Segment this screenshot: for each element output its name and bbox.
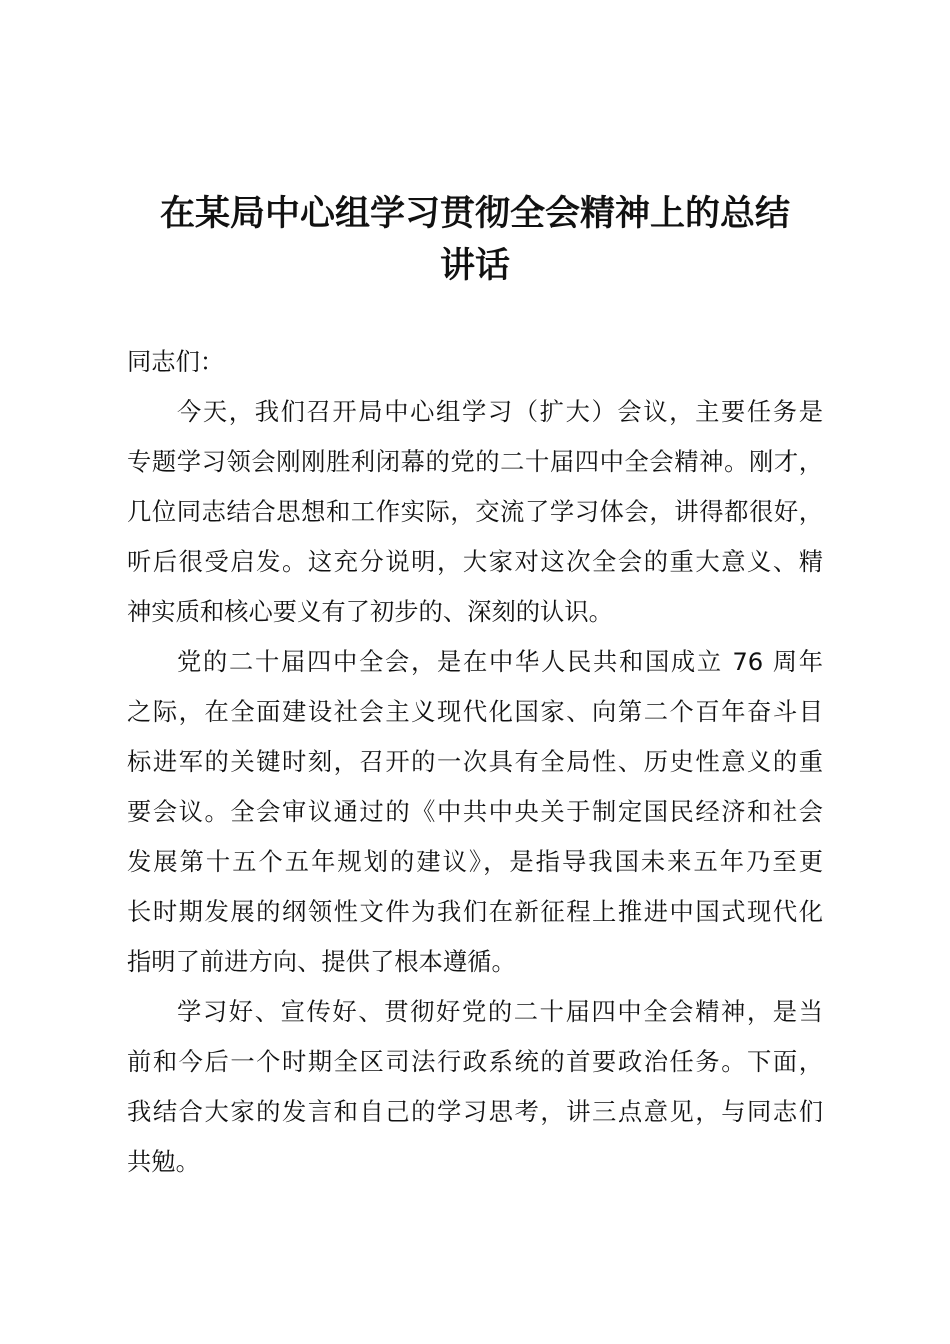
text-line: 之际，在全面建设社会主义现代化国家、向第二个百年奋斗目 — [127, 697, 823, 726]
text-line: 共勉。 — [127, 1147, 200, 1176]
paragraph-2 — [127, 637, 823, 987]
text-line: 指明了前进方向、提供了根本遵循。 — [127, 947, 516, 976]
text-line: 党的二十届四中全会，是在中华人民共和国成立 76 周年 — [177, 647, 823, 676]
text-line: 我结合大家的发言和自己的学习思考，讲三点意见，与同志们 — [127, 1097, 823, 1126]
text-line: 今天，我们召开局中心组学习（扩大）会议，主要任务是 — [177, 397, 823, 426]
text-line: 发展第十五个五年规划的建议》，是指导我国未来五年乃至更 — [127, 847, 823, 876]
document-title — [0, 188, 950, 292]
salutation: 同志们： — [127, 347, 225, 376]
text-line: 标进军的关键时刻，召开的一次具有全局性、历史性意义的重 — [127, 747, 823, 776]
text-line: 神实质和核心要义有了初步的、深刻的认识。 — [127, 597, 613, 626]
text-line: 专题学习领会刚刚胜利闭幕的党的二十届四中全会精神。刚才， — [127, 447, 823, 476]
paragraph-1 — [127, 387, 823, 637]
text-line: 长时期发展的纲领性文件为我们在新征程上推进中国式现代化 — [127, 897, 823, 926]
text-line: 几位同志结合思想和工作实际，交流了学习体会，讲得都很好， — [127, 497, 823, 526]
paragraph-3 — [127, 987, 823, 1187]
text-line: 学习好、宣传好、贯彻好党的二十届四中全会精神，是当 — [177, 997, 823, 1026]
document-body — [127, 337, 823, 1187]
text-line: 要会议。全会审议通过的《中共中央关于制定国民经济和社会 — [127, 797, 823, 826]
text-line: 听后很受启发。这充分说明，大家对这次全会的重大意义、精 — [127, 547, 823, 576]
text-line: 前和今后一个时期全区司法行政系统的首要政治任务。下面， — [127, 1047, 823, 1076]
title-line-2: 讲话 — [439, 246, 510, 286]
title-line-1: 在某局中心组学习贯彻全会精神上的总结 — [159, 194, 790, 234]
